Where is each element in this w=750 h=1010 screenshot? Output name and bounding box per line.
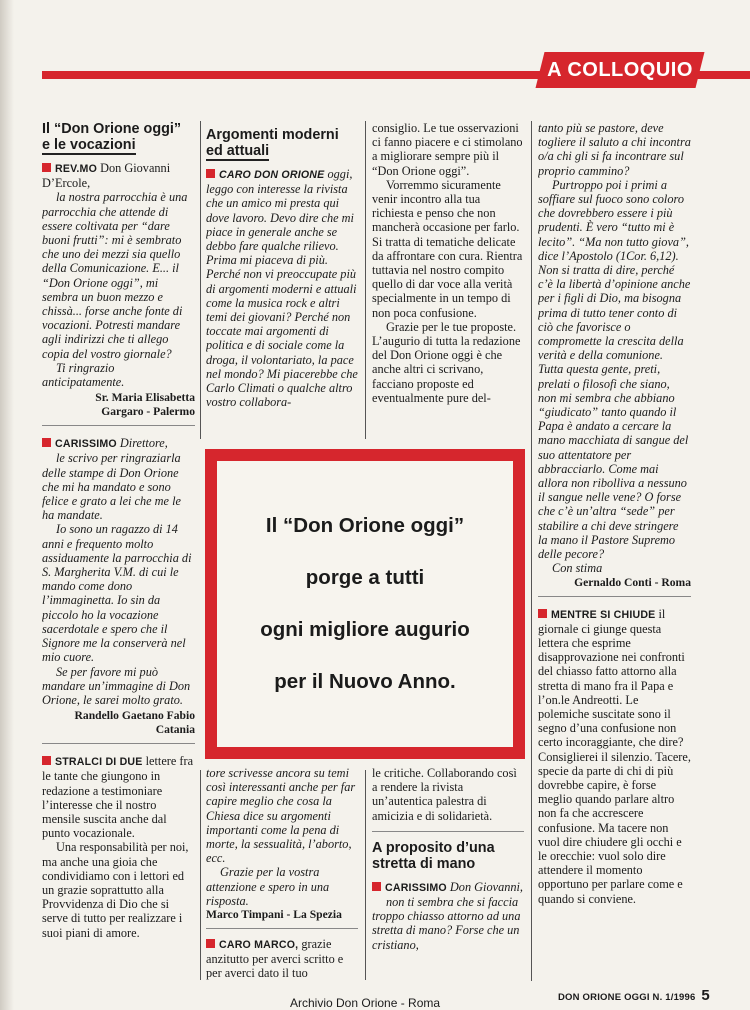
title-line-1: Argomenti moderni: [206, 127, 339, 143]
letter-2-place: Catania: [155, 723, 195, 737]
letter-2-body-1: le scrivo per ringraziarla delle stampe di Don Orione che mi ha mandato e sono felice e grato a lei che me le ha mandate.: [42, 451, 181, 523]
reply-marco-end: le critiche. Collaborando così a rendere la rivista un’autentica palestra di amicizia e di solidarietà.: [372, 766, 517, 823]
editor-note-intro: STRALCI DI DUE lettere fra le tante che giungono in redazione a testimoniare l’interesse che il nostro mensile suscita anche dal punto vocazionale.: [42, 754, 194, 841]
column-4: [538, 121, 691, 983]
reply-marco-p3: Grazie per le tue proposte. L’augurio di tutta la redazione del Don Orione oggi è che anche altri ci scrivano, facciano proposte ed eventualmente pure del-: [372, 319, 521, 405]
divider: [538, 596, 691, 597]
greeting-line-3: ogni migliore augurio: [260, 618, 470, 641]
red-square-marker: [42, 756, 51, 765]
article-title-stretta: [372, 840, 524, 872]
title-line-2: e le vocazioni: [42, 137, 136, 153]
letter-conti-intro: CARISSIMO Don Giovanni,: [372, 880, 524, 895]
greeting-box-inner: [217, 461, 513, 747]
section-title: A COLLOQUIO: [547, 59, 693, 81]
letter-conti-p2: Purtroppo poi i primi a soffiare sul fuoco sono coloro che dovrebbero essere i più prudenti. È vero “tutto mi è lecito”. “Ma non tutto giova”, dice l’Apostolo (1Cor. 6,12). Non si tratta di dire, perché c’è la libertà d’opinione anche per i figli di Dio, ma bisogna prima di tutto tener conto di ciò che favorisce o compromette la crescita della verità e della comunione. Tutta questa gente, preti, prelati o filosofi che siano, non mi sembra che abbiano “giudicato” tanto quando il Papa è andato a cercare la mano macchiata di sangue del suo attentatore per abbracciarlo. Come mai allora non ribolliva a nessuno il sangue nelle vene? O forse che c’è un’altra “sede” per stabilire a chi deve stringere la mano il Pastore Supremo delle pecore?: [538, 177, 691, 562]
letter-2-body-3: Se per favore mi può mandare un’immagine di Don Orione, le sarei molto grato.: [42, 664, 191, 707]
divider: [206, 928, 358, 929]
letter-conti-signature: Gernaldo Conti - Roma: [574, 575, 691, 589]
red-square-marker: [42, 163, 51, 172]
column-2-bottom: [206, 766, 358, 983]
section-tag: [536, 52, 705, 88]
divider: [372, 831, 524, 832]
letter-1-place: Gargaro - Palermo: [101, 405, 195, 419]
title-line-2: stretta di mano: [372, 855, 476, 872]
page-gutter-shadow: [0, 0, 14, 1010]
title-line-2: ed attuali: [206, 143, 270, 159]
column-rule: [365, 770, 366, 980]
red-square-marker: [372, 882, 381, 891]
publication-footer: [558, 987, 710, 1004]
reply-marco-p1: consiglio. Le tue osservazioni ci fanno piacere e ci stimolano a migliorare sempre più il “Don Orione oggi”.: [372, 121, 523, 178]
letter-1-signature: Sr. Maria Elisabetta: [95, 391, 195, 405]
reply-marco-intro: CARO MARCO, grazie anzitutto per averci scritto e per averci dato il tuo: [206, 937, 344, 981]
editor-reply-conti: MENTRE SI CHIUDE il giornale ci giunge questa lettera che esprime disapprovazione nei confronti del chiasso fatto attorno alla stretta di mano fra il Papa e l’on.le Andreotti. Le polemiche suscitate sono il segno d’una confusione non certo incoraggiante, che dire? Consiglierei il silenzio. Tacere, specie da parte di chi di più dovrebbe capire, è forse meglio quando parlare altro non fa che accrescere confusione. Ma tacere non vuol dire chiudere gli occhi e le orecchie: vuol solo dire attendere il momento opportuno per parlare come e quando si conviene.: [538, 606, 691, 906]
archive-stamp: Archivio Don Orione - Roma: [290, 996, 441, 1010]
column-rule: [531, 121, 532, 981]
red-square-marker: [42, 438, 51, 447]
greeting-line-2: porge a tutti: [305, 566, 425, 589]
letter-marco-body: CARO DON ORIONE oggi, leggo con interesse la rivista che un amico mi presta qui dove lavoro. Devo dire che mi piace in generale anche se debbo fare qualche rilievo. Prima mi piaceva di più. Perché non vi preoccupate più di argomenti moderni e attuali come la musica rock e altri temi dei giovani? Perché non toccate mai argomenti di politica e di sociale come la droga, il volontariato, la pace nel mondo? Mi piacerebbe che Carlo Climati o qualche altro vostro collabora-: [206, 167, 358, 410]
column-rule: [200, 770, 201, 980]
letter-marco-thanks: Grazie per la vostra attenzione e spero in una risposta.: [206, 865, 330, 908]
column-rule: [200, 121, 201, 439]
letter-conti-p1: tanto più se pastore, deve togliere il saluto a chi incontra o/a chi gli si fa incontrare sul proprio cammino?: [538, 121, 691, 178]
new-year-greeting-box: [205, 449, 525, 759]
letter-2-signature: Randello Gaetano Fabio: [74, 709, 195, 723]
letter-marco-signature: Marco Timpani - La Spezia: [206, 908, 342, 922]
column-rule: [365, 121, 366, 439]
letter-1-thanks: Ti ringrazio anticipatamente.: [42, 360, 125, 390]
greeting-line-4: per il Nuovo Anno.: [274, 670, 456, 693]
red-square-marker: [206, 169, 215, 178]
divider: [42, 743, 195, 744]
title-line-1: Il “Don Orione oggi”: [42, 121, 182, 137]
divider: [42, 425, 195, 426]
letter-1-body: la nostra parrocchia è una parrocchia che attende di essere coltivata per “dare buoni frutti”: mi è sembrato che uno dei mezzi sia quello della Comunicazione. E... il “Don Orione oggi”, mi sembra un buon mezzo e chissà... forse anche fonte di vocazioni. Potresti mandare agli indirizzi che ti allego copia del vostro giornale?: [42, 190, 188, 361]
letter-1-intro: REV.MO Don Giovanni D’Ercole,: [42, 161, 171, 191]
article-title-vocazioni: [42, 121, 195, 153]
publication-name: DON ORIONE OGGI N. 1/1996: [558, 992, 696, 1003]
greeting-line-1: Il “Don Orione oggi”: [265, 514, 465, 537]
title-line-1: A proposito d’una: [372, 839, 495, 856]
letter-2-body-2: Io sono un ragazzo di 14 anni e frequento molto assiduamente la parrocchia di S. Margherita V.M. di cui le mando come dono l’immaginetta. Io sin da piccolo ho la vocazione sacerdotale e spero che il Signore me la conserverà nel mio cuore.: [42, 522, 192, 665]
letter-marco-continued: tore scrivesse ancora su temi così interessanti anche per far capire meglio che cosa la Chiesa dice su argomenti importanti come la pena di morte, la sessualità, l’aborto, ecc.: [206, 766, 356, 866]
red-square-marker: [538, 609, 547, 618]
column-2-top: [206, 127, 358, 443]
column-1: [42, 121, 195, 983]
page-number: 5: [701, 987, 710, 1004]
column-3-bottom: [372, 766, 524, 983]
reply-marco-p2: Vorremmo sicuramente venir incontro alla tua richiesta e penso che non mancherà occasione per farlo. Si tratta di tematiche delicate da affrontare con cura. Rientra tuttavia nel nostro compito quello di dar voce alla verità specialmente in un tempo di non poca confusione.: [372, 177, 523, 320]
letter-conti-start: non ti sembra che si faccia troppo chiasso attorno ad una stretta di mano? Forse che un cristiano,: [372, 895, 521, 952]
editor-note-body: Una responsabilità per noi, ma anche una gioia che condividiamo con i lettori ed un grazie soprattutto alla Provvidenza di Dio che si serve di tutto per realizzare i suoi piani di amore.: [42, 840, 189, 940]
red-square-marker: [206, 939, 215, 948]
column-3-top: [372, 121, 524, 443]
letter-conti-closing: Con stima: [552, 561, 603, 576]
article-title-argomenti: [206, 127, 358, 159]
letter-2-intro: CARISSIMO Direttore,: [42, 436, 195, 451]
